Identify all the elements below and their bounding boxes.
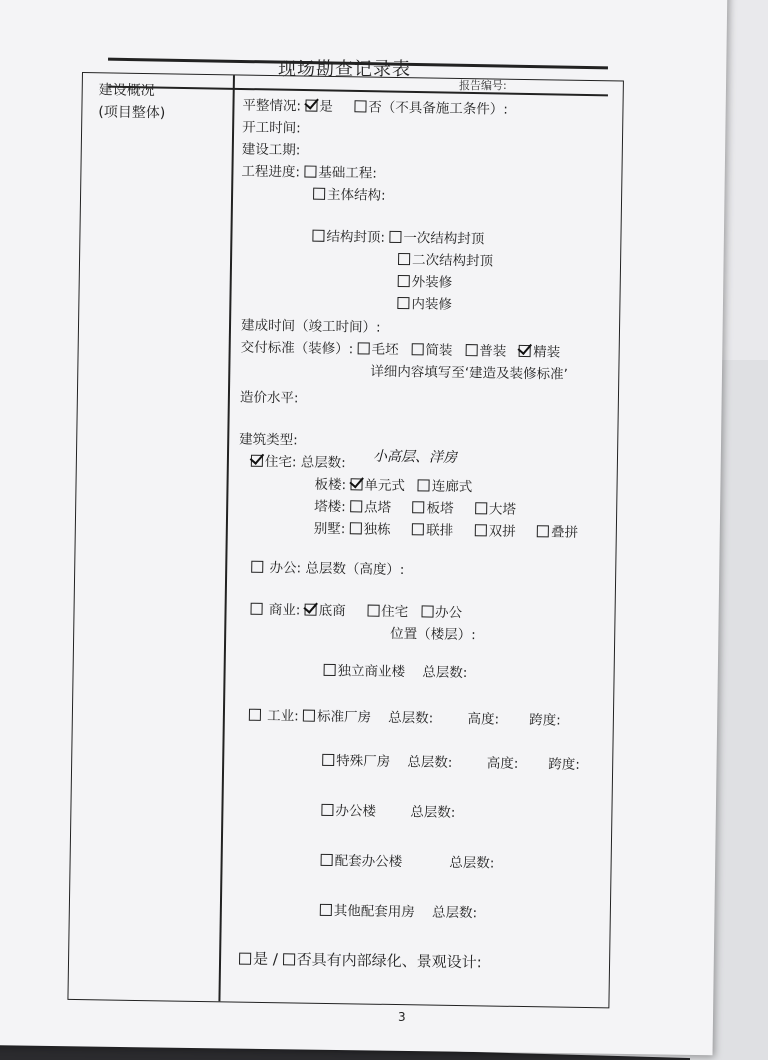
unit-type-checkbox[interactable] — [350, 478, 362, 490]
interior-checkbox[interactable] — [397, 297, 409, 309]
other-support-checkbox[interactable] — [320, 904, 332, 916]
residential-checkbox[interactable] — [251, 455, 263, 467]
office-shop-checkbox[interactable] — [421, 605, 433, 617]
support-office-checkbox[interactable] — [321, 854, 333, 866]
section-label: 建设概况 (项目整体) — [98, 82, 166, 122]
office-bldg-checkbox[interactable] — [321, 804, 333, 816]
handwritten-floors: 小高层、洋房 — [372, 448, 458, 466]
stacked-checkbox[interactable] — [537, 525, 549, 537]
office-bldg-row: 办公楼 总层数: — [321, 799, 455, 821]
period-field: 建设工期: — [241, 141, 301, 159]
simple-checkbox[interactable] — [411, 343, 423, 355]
standalone-checkbox[interactable] — [324, 664, 336, 676]
support-office-row: 配套办公楼 总层数: — [321, 849, 495, 872]
office-checkbox[interactable] — [251, 561, 263, 573]
slab-tower-checkbox[interactable] — [412, 501, 424, 513]
topping-checkbox[interactable] — [312, 230, 324, 242]
big-tower-checkbox[interactable] — [475, 502, 487, 514]
commercial-checkbox[interactable] — [250, 603, 262, 615]
regular-checkbox[interactable] — [465, 344, 477, 356]
column-divider — [218, 75, 234, 1001]
delivery-note: 详细内容填写至‘建造及装修标准’ — [370, 363, 569, 383]
villa-row: 别墅: 独栋 联排 双拼 叠拼 — [313, 520, 579, 541]
detached-checkbox[interactable] — [350, 522, 362, 534]
point-tower-checkbox[interactable] — [350, 500, 362, 512]
survey-table — [67, 72, 624, 1008]
podium-checkbox[interactable] — [305, 604, 317, 616]
special-plant-checkbox[interactable] — [322, 754, 334, 766]
office-row: 办公: 总层数（高度）: — [251, 556, 405, 578]
landscape-no-checkbox[interactable] — [283, 953, 295, 965]
standard-plant-checkbox[interactable] — [303, 710, 315, 722]
townhouse-checkbox[interactable] — [412, 523, 424, 535]
rough-checkbox[interactable] — [357, 342, 369, 354]
topping-1-checkbox[interactable] — [389, 231, 401, 243]
fine-checkbox[interactable] — [519, 345, 531, 357]
foundation-checkbox[interactable] — [304, 166, 316, 178]
residential-row: 住宅: 总层数: — [251, 450, 346, 471]
exterior-row: 外装修 — [398, 270, 453, 291]
completion-field: 建成时间（竣工时间）: — [240, 317, 381, 336]
landscape-row: 是 / 否具有内部绿化、景观设计: — [239, 948, 482, 973]
leveling-row: 平整情况: 是 否（不具备施工条件）: — [242, 97, 508, 118]
document-title: 现场勘查记录表 — [278, 59, 411, 80]
building-type-label: 建筑类型: — [239, 431, 298, 449]
position-field: 位置（楼层）: — [390, 625, 476, 644]
industrial-checkbox[interactable] — [249, 709, 261, 721]
topping-2-checkbox[interactable] — [398, 253, 410, 265]
report-number-label: 报告编号: — [459, 79, 507, 92]
topping-row: 结构封顶: 一次结构封顶 — [312, 225, 484, 248]
exterior-checkbox[interactable] — [398, 275, 410, 287]
res-shop-checkbox[interactable] — [367, 605, 379, 617]
start-time-field: 开工时间: — [242, 119, 301, 137]
industrial-row: 工业: 标准厂房 总层数: 高度: 跨度: — [249, 704, 561, 729]
commercial-row: 商业: 底商 住宅 办公 — [250, 598, 462, 621]
standalone-row: 独立商业楼 总层数: — [323, 659, 467, 681]
interior-row: 内装修 — [397, 292, 452, 313]
main-structure-checkbox[interactable] — [313, 188, 325, 200]
other-support-row: 其他配套用房 总层数: — [320, 899, 478, 921]
tower-row: 塔楼: 点塔 板塔 大塔 — [314, 498, 517, 518]
landscape-yes-checkbox[interactable] — [239, 953, 251, 965]
special-plant-row: 特殊厂房 总层数: 高度: 跨度: — [322, 749, 580, 773]
corridor-checkbox[interactable] — [418, 479, 430, 491]
delivery-row: 交付标准（装修）: 毛坯 简装 普装 精装 — [240, 339, 561, 361]
slab-row: 板楼: 单元式 连廊式 — [314, 476, 473, 496]
leveling-yes-checkbox[interactable] — [305, 100, 317, 112]
topping-2-row: 二次结构封顶 — [398, 248, 493, 269]
cost-field: 造价水平: — [239, 389, 299, 407]
semi-checkbox[interactable] — [475, 524, 487, 536]
leveling-no-checkbox[interactable] — [354, 100, 366, 112]
progress-row: 工程进度: 基础工程: — [241, 163, 377, 182]
main-structure-row: 主体结构: — [313, 183, 386, 204]
page-number: 3 — [398, 1010, 406, 1024]
